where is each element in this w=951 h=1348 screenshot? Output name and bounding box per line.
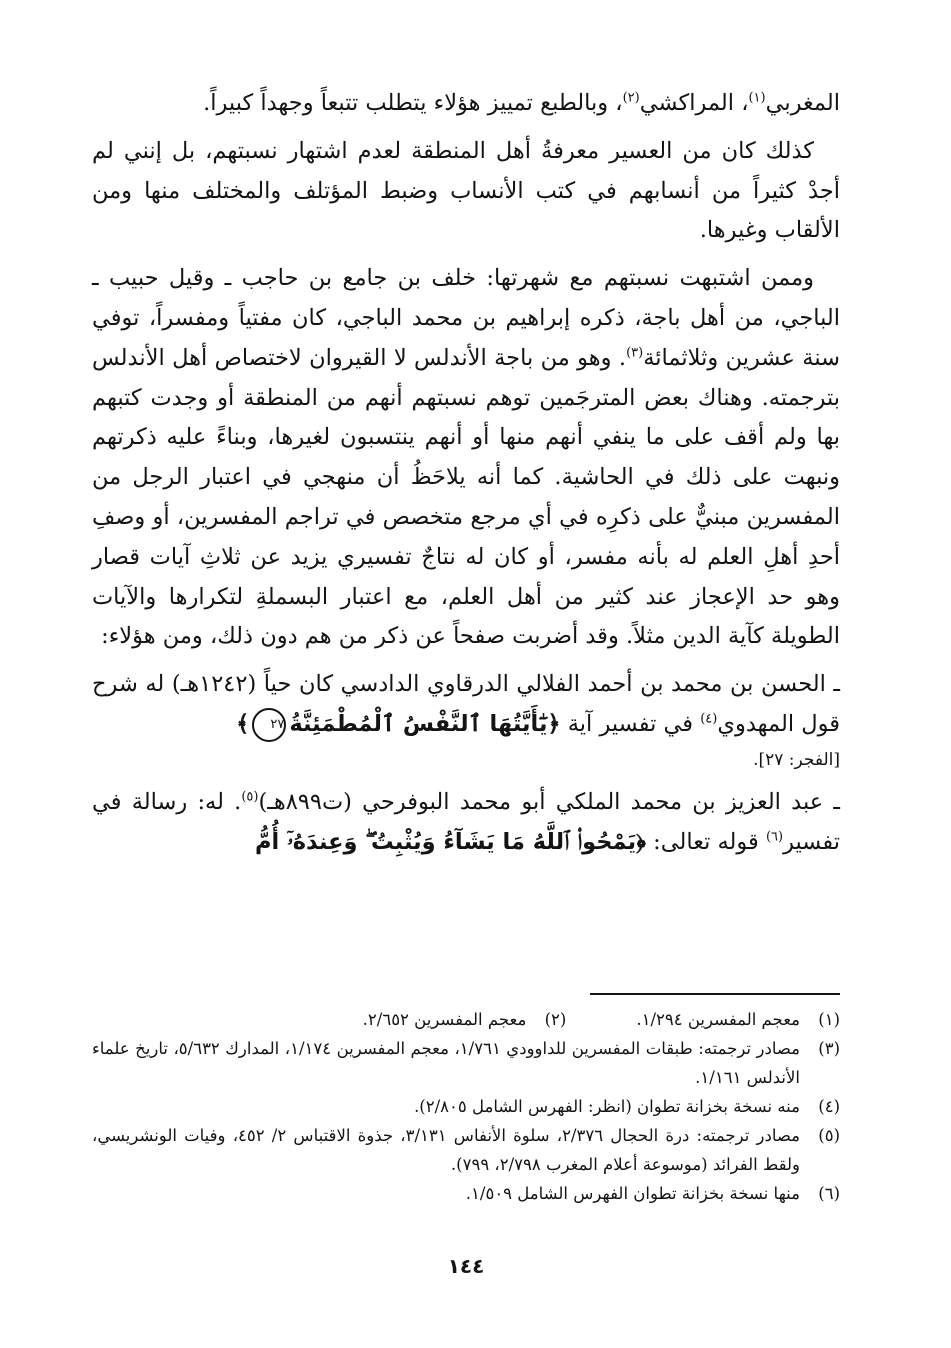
footnote-ref-4: (٤) xyxy=(700,711,718,727)
quran-verse: ﴿يَٰٓأَيَّتُهَا ٱلنَّفْسُ ٱلْمُطْمَئِنَّةُ xyxy=(289,710,561,737)
footnote-2 xyxy=(363,1005,567,1034)
footnote-number: (٣) xyxy=(818,1039,840,1058)
footnote-row xyxy=(92,1179,840,1208)
ayah-number-marker: ٢٧ xyxy=(252,708,286,742)
footnote-number: (٥) xyxy=(818,1126,840,1145)
paragraph-2: كذلك كان من العسير معرفةُ أهل المنطقة لعدم اشتهار نسبتهم، بل إنني لم أجدْ كثيراً من أنسابهم في كتب الأنساب وضبط المؤتلف والمختلف منها ومن الألقاب وغيرها. xyxy=(92,137,840,244)
footnote-text: مصادر ترجمته: طبقات المفسرين للداوودي ١/٧٦١، معجم المفسرين ١/١٧٤، المدارك ٥/٦٣٢، تاريخ علماء الأندلس ١/١٦١. xyxy=(92,1039,801,1087)
footnote-number: (٦) xyxy=(818,1184,840,1203)
footnote-ref-5: (٥) xyxy=(241,789,259,805)
text-run: . وهو من باجة الأندلس لا القيروان لاختصاص أهل الأندلس بترجمته. وهناك بعض المترجَمين توهم نسبتهم أنهم من المنطقة أو وجدت كتبهم بها ولم أقف على ما ينفي أنهم منها أو أنهم ينتسبون لغيرها، وبناءً عليه ذكرتهم ونبهت على ذلك في الحاشية. كما أنه يلاحَظُ أن منهجي في اعتبار الرجل من المفسرين مبنيٌّ على ذكرِه في أي مرجع متخصص في تراجم المفسرين، أو وصفِ أحدِ أهلِ العلم له بأنه مفسر، أو كان له نتاجٌ تفسيري يزيد عن ثلاثِ آيات قصار وهو حد الإعجاز عند كثير من أهل العلم، مع اعتبار البسملةِ لتكرارها والآيات الطويلة كآية الدين مثلاً. وقد أضربت صفحاً عن ذكر من هم دون ذلك، ومن هؤلاء: xyxy=(92,344,840,650)
footnote-separator xyxy=(590,993,840,995)
footnote-text: منها نسخة بخزانة تطوان الفهرس الشامل ١/٥٠٩. xyxy=(465,1184,800,1203)
page-number: ١٤٤ xyxy=(447,1254,485,1278)
footnote-ref-1: (١) xyxy=(748,90,766,106)
text-run: ، المراكشي xyxy=(639,90,749,116)
main-text xyxy=(92,84,840,862)
text-run: . له: رسالة في تفسير xyxy=(92,788,840,855)
footnote-ref-3: (٣) xyxy=(626,345,644,361)
footnote-row xyxy=(92,1034,840,1092)
quran-verse: ﴿يَمْحُوا۟ ٱللَّهُ مَا يَشَآءُ وَيُثْبِتُ ۖ وَعِندَهُۥٓ أُمُّ xyxy=(255,828,647,855)
footnote-number: (١) xyxy=(818,1010,840,1029)
footnote-ref-6: (٦) xyxy=(765,829,784,845)
footnote-text: مصادر ترجمته: درة الحجال ٢/٣٧٦، سلوة الأنفاس ٣/١٣١، جذوة الاقتباس ٢/ ٤٥٢، وفيات الونشريسي، ولقط الفرائد (موسوعة أعلام المغرب ٢/٧٩٨، ٧٩٩). xyxy=(92,1126,801,1174)
verse-close-bracket: ﴾ xyxy=(236,710,250,737)
book-page xyxy=(92,84,841,1278)
footnote-number: (٤) xyxy=(818,1097,840,1116)
entry-2 xyxy=(92,783,840,863)
footnote-text: معجم المفسرين ٢/٦٥٢. xyxy=(362,1010,527,1029)
text-run: ـ عبد العزيز بن محمد الملكي أبو محمد البوفرحي (ت٨٩٩هـ) xyxy=(258,788,840,815)
paragraph-1 xyxy=(92,84,840,124)
footnote-row xyxy=(92,1092,840,1121)
text-run: ـ الحسن بن محمد بن أحمد الفلالي الدرقاوي الدادسي كان حياً (١٢٤٢هـ) له شرح قول المهدوي xyxy=(92,671,841,737)
text-run: ، وبالطبع تمييز هؤلاء يتطلب تتبعاً وجهداً كبيراً. xyxy=(203,90,623,116)
footnote-row xyxy=(92,1005,840,1034)
footnotes xyxy=(92,1005,840,1208)
text-run: المغربي xyxy=(765,90,840,116)
footnote-number: (٢) xyxy=(544,1010,567,1029)
text-run: في تفسير آية xyxy=(560,710,701,737)
verse-reference: [الفجر: ٢٧]. xyxy=(753,749,840,770)
footnote-ref-2: (٢) xyxy=(622,90,640,106)
entry-1 xyxy=(92,665,840,745)
footnote-row xyxy=(92,1121,840,1179)
paragraph-3 xyxy=(92,259,840,657)
text-run: قوله تعالى: xyxy=(646,828,766,855)
footnote-text: منه نسخة بخزانة تطوان (انظر: الفهرس الشامل ٢/٨٠٥). xyxy=(414,1097,800,1116)
footnote-text: معجم المفسرين ١/٢٩٤. xyxy=(636,1010,800,1029)
text-run: وممن اشتبهت نسبتهم مع شهرتها: خلف بن جامع بن حاجب ـ وقيل حبيب ـ الباجي، من أهل باجة، ذكره إبراهيم بن محمد الباجي، كان مفتياً ومفسراً، توفي سنة عشرين وثلاثمائة xyxy=(92,265,840,371)
